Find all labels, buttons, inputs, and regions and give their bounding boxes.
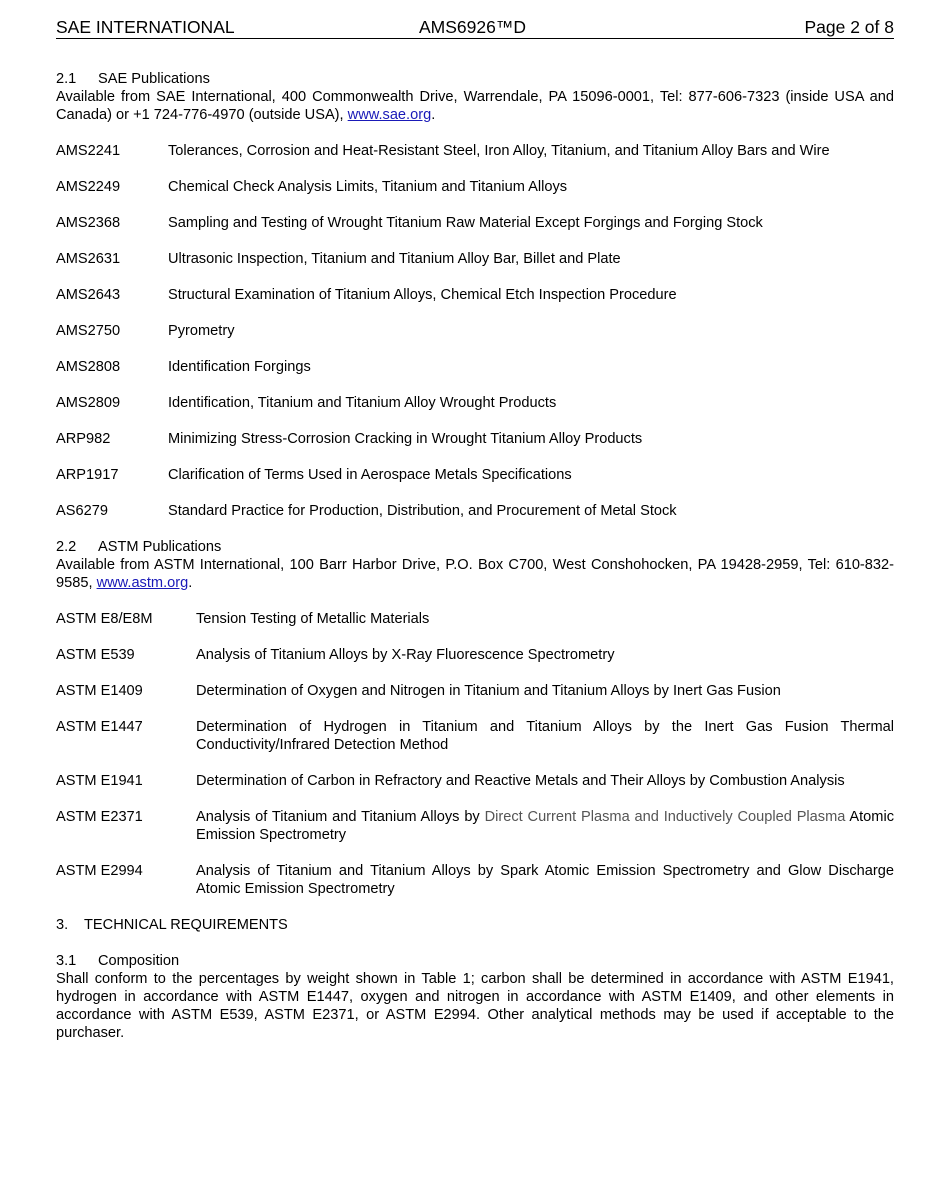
reference-title: Tolerances, Corrosion and Heat-Resistant Steel, Iron Alloy, Titanium, and Titanium Alloy Bars and Wire (168, 143, 830, 159)
reference-code: ARP982 (56, 431, 111, 447)
section-number: 3. (56, 917, 69, 933)
astm-availability-text: Available from ASTM International, 100 Barr Harbor Drive, P.O. Box C700, West Conshohocken, PA 19428-2959, Tel: 610-832-9585, (56, 557, 894, 591)
section-number: 3.1 (56, 953, 77, 969)
section-title: SAE Publications (98, 71, 210, 87)
reference-code: ASTM E1409 (56, 683, 143, 699)
reference-row (56, 682, 894, 700)
sae-availability-paragraph (56, 88, 894, 124)
reference-title: Minimizing Stress-Corrosion Cracking in Wrought Titanium Alloy Products (168, 431, 643, 447)
reference-row (56, 502, 894, 520)
reference-row (56, 862, 894, 898)
reference-code: ASTM E539 (56, 647, 135, 663)
reference-row (56, 214, 894, 232)
reference-code: ASTM E2994 (56, 863, 143, 879)
reference-row (56, 646, 894, 664)
reference-row (56, 286, 894, 304)
reference-row (56, 358, 894, 376)
header-page-number: Page 2 of 8 (804, 17, 894, 37)
reference-title: Sampling and Testing of Wrought Titanium Raw Material Except Forgings and Forging Stock (168, 215, 763, 231)
section-2-2-heading (56, 538, 894, 556)
reference-title: Determination of Oxygen and Nitrogen in Titanium and Titanium Alloys by Inert Gas Fusion (196, 683, 781, 699)
reference-row (56, 142, 894, 160)
punctuation: . (431, 107, 436, 123)
sae-availability-text: Available from SAE International, 400 Commonwealth Drive, Warrendale, PA 15096-0001, Tel: 877-606-7323 (inside USA and Canada) or +1 724-776-4970 (outside USA), (56, 89, 894, 123)
reference-title: Analysis of Titanium and Titanium Alloys by Spark Atomic Emission Spectrometry and Glow Discharge Atomic Emission Spectrometry (196, 863, 894, 897)
reference-code: ASTM E1941 (56, 773, 143, 789)
reference-title: Chemical Check Analysis Limits, Titanium and Titanium Alloys (168, 179, 568, 195)
section-title: TECHNICAL REQUIREMENTS (84, 917, 288, 933)
reference-row (56, 610, 894, 628)
section-number: 2.1 (56, 71, 77, 87)
reference-code: AMS2631 (56, 251, 121, 267)
reference-title: Identification, Titanium and Titanium Alloy Wrought Products (168, 395, 557, 411)
reference-title: Ultrasonic Inspection, Titanium and Titanium Alloy Bar, Billet and Plate (168, 251, 621, 267)
reference-title: Determination of Carbon in Refractory and Reactive Metals and Their Alloys by Combustion Analysis (196, 773, 845, 789)
header-organization: SAE INTERNATIONAL (56, 17, 235, 37)
reference-code: ASTM E1447 (56, 719, 143, 735)
reference-row (56, 808, 894, 844)
reference-code: ASTM E2371 (56, 809, 143, 825)
reference-title: Identification Forgings (168, 359, 311, 375)
reference-code: AMS2249 (56, 179, 121, 195)
reference-code: AMS2809 (56, 395, 121, 411)
reference-code: AS6279 (56, 503, 108, 519)
reference-title (196, 808, 894, 844)
section-3-1-heading (56, 952, 894, 970)
page-header (56, 16, 894, 39)
reference-title: Structural Examination of Titanium Alloys, Chemical Etch Inspection Procedure (168, 287, 677, 303)
title-part-gray: Direct Current Plasma and Inductively Coupled Plasma (484, 809, 846, 825)
header-document-number: AMS6926™D (419, 17, 526, 37)
reference-code: AMS2808 (56, 359, 121, 375)
reference-code: ARP1917 (56, 467, 119, 483)
reference-row (56, 430, 894, 448)
reference-code: AMS2750 (56, 323, 121, 339)
reference-code: AMS2643 (56, 287, 121, 303)
reference-code: AMS2241 (56, 143, 121, 159)
astm-website-link[interactable]: www.astm.org (96, 575, 189, 591)
reference-title: Analysis of Titanium Alloys by X-Ray Fluorescence Spectrometry (196, 647, 615, 663)
sae-website-link[interactable]: www.sae.org (347, 107, 432, 123)
reference-row (56, 178, 894, 196)
astm-availability-paragraph (56, 556, 894, 592)
reference-row (56, 466, 894, 484)
reference-title: Tension Testing of Metallic Materials (196, 611, 430, 627)
reference-title: Determination of Hydrogen in Titanium and Titanium Alloys by the Inert Gas Fusion Thermal Conductivity/Infrared Detection Method (196, 719, 894, 753)
document-page (56, 16, 894, 1042)
section-2-1-heading (56, 70, 894, 88)
composition-paragraph: Shall conform to the percentages by weight shown in Table 1; carbon shall be determined in accordance with ASTM E1941, hydrogen in accordance with ASTM E1447, oxygen and nitrogen in accordance with ASTM E1409, and other elements in accordance with ASTM E539, ASTM E2371, or ASTM E2994. Other analytical methods may be used if acceptable to the purchaser. (56, 971, 894, 1041)
punctuation: . (188, 575, 193, 591)
section-title: Composition (98, 953, 180, 969)
section-number: 2.2 (56, 539, 77, 555)
reference-row (56, 322, 894, 340)
title-part: Analysis of Titanium and Titanium Alloys by (196, 809, 485, 825)
reference-row (56, 772, 894, 790)
reference-row (56, 394, 894, 412)
reference-row (56, 718, 894, 754)
reference-title: Standard Practice for Production, Distribution, and Procurement of Metal Stock (168, 503, 677, 519)
reference-code: AMS2368 (56, 215, 121, 231)
reference-title: Clarification of Terms Used in Aerospace Metals Specifications (168, 467, 572, 483)
section-title: ASTM Publications (98, 539, 222, 555)
reference-code: ASTM E8/E8M (56, 611, 153, 627)
title-part: Atomic Emission Spectrometry (196, 809, 894, 843)
section-3-heading (56, 916, 894, 934)
reference-title: Pyrometry (168, 323, 235, 339)
reference-row (56, 250, 894, 268)
